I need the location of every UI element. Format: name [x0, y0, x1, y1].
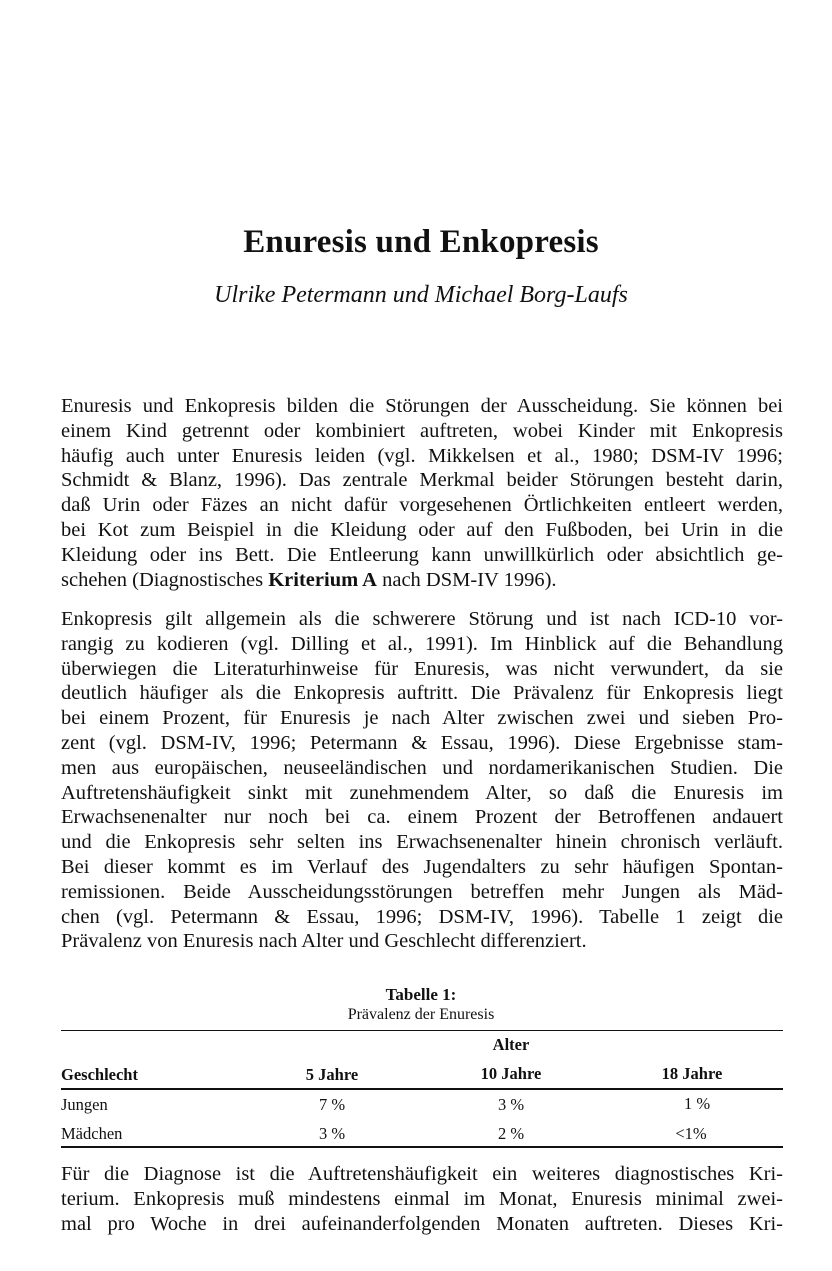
text-line: mal pro Woche in drei aufeinanderfolgenden Monaten auftreten. Dieses Kri-	[61, 1212, 783, 1235]
table-column-header: 10 Jahre	[480, 1064, 542, 1083]
table-bottom-rule	[61, 1146, 783, 1148]
table-cell: 2 %	[497, 1124, 525, 1143]
text-line: Prävalenz von Enuresis nach Alter und Geschlecht differenziert.	[61, 930, 587, 953]
text-line: Erwachsenenalter nur noch bei ca. einem Prozent der Betroffenen andauert	[61, 806, 783, 829]
text-line: daß Urin oder Fäzes an nicht dafür vorgesehenen Örtlichkeiten entleert werden,	[61, 494, 783, 517]
text-line: häufig auch unter Enuresis leiden (vgl. Mikkelsen et al., 1980; DSM-IV 1996;	[61, 444, 783, 467]
text-line: Für die Diagnose ist die Auftretenshäufigkeit ein weiteres diagnostisches Kri-	[61, 1163, 783, 1185]
table-column-header: 18 Jahre	[661, 1064, 723, 1083]
text-line: Auftretenshäufigkeit sinkt mit zunehmendem Alter, so daß die Enuresis im	[61, 781, 783, 804]
table-cell: Mädchen	[61, 1124, 123, 1143]
table-column-header: Geschlecht	[61, 1065, 138, 1084]
table-cell: 7 %	[318, 1095, 346, 1114]
text-line: einem Kind getrennt oder kombiniert auftreten, wobei Kinder mit Enkopresis	[61, 419, 783, 442]
paragraph-1	[61, 394, 783, 592]
text-line: Enuresis und Enkopresis bilden die Störungen der Ausscheidung. Sie können bei	[61, 395, 783, 417]
text-line: Schmidt & Blanz, 1996). Das zentrale Merkmal beider Störungen besteht darin,	[61, 469, 783, 492]
text-line: Bei dieser kommt es im Verlauf des Jugendalters zu sehr häufigen Spontan-	[61, 855, 783, 878]
table-caption	[0, 984, 832, 1025]
table-cell: <1%	[675, 1124, 707, 1143]
table-group-header: Alter	[492, 1035, 530, 1054]
document-title: Enuresis und Enkopresis	[243, 224, 599, 260]
bold-term: Kriterium A	[268, 568, 377, 591]
table-caption-subtitle: Prävalenz der Enuresis	[347, 1006, 495, 1023]
table-column-header: 5 Jahre	[305, 1065, 359, 1084]
paragraph-2	[61, 607, 783, 954]
document-authors: Ulrike Petermann und Michael Borg-Laufs	[214, 282, 628, 308]
text-line: deutlich häufiger als die Enkopresis auftritt. Die Prävalenz für Enkopresis liegt	[61, 682, 783, 705]
table-top-rule	[61, 1030, 783, 1031]
paragraph-3	[61, 1162, 783, 1236]
table-cell: 3 %	[318, 1124, 346, 1143]
text-line: bei einem Prozent, für Enuresis je nach Alter zwischen zwei und sieben Pro-	[61, 707, 783, 730]
text-line	[61, 568, 783, 593]
text-fragment: schehen (Diagnostisches	[61, 568, 269, 591]
table-cell: 1 %	[683, 1094, 711, 1113]
table-header-rule	[61, 1088, 783, 1090]
text-line: bei Kot zum Beispiel in die Kleidung oder auf den Fußboden, bei Urin in die	[61, 518, 783, 541]
text-line: Enkopresis gilt allgemein als die schwerere Störung und ist nach ICD-10 vor-	[61, 608, 783, 630]
text-line: chen (vgl. Petermann & Essau, 1996; DSM-IV, 1996). Tabelle 1 zeigt die	[61, 905, 783, 928]
table-cell: Jungen	[61, 1095, 108, 1114]
text-line: men aus europäischen, neuseeländischen und nordamerikanischen Studien. Die	[61, 756, 783, 779]
text-line: und die Enkopresis sehr selten ins Erwachsenenalter hinein chronisch verläuft.	[61, 831, 783, 854]
text-line: überwiegen die Literaturhinweise für Enuresis, was nicht verwundert, da sie	[61, 657, 783, 680]
text-line: terium. Enkopresis muß mindestens einmal im Monat, Enuresis minimal zwei-	[61, 1187, 783, 1210]
text-fragment: nach DSM-IV 1996).	[376, 568, 557, 591]
text-line: rangig zu kodieren (vgl. Dilling et al., 1991). Im Hinblick auf die Behandlung	[61, 632, 783, 655]
text-line: Kleidung oder ins Bett. Die Entleerung kann unwillkürlich oder absichtlich ge-	[61, 543, 783, 566]
text-line: zent (vgl. DSM-IV, 1996; Petermann & Essau, 1996). Diese Ergebnisse stam-	[61, 731, 783, 754]
table-caption-title: Tabelle 1:	[385, 985, 457, 1004]
table-cell: 3 %	[497, 1095, 525, 1114]
text-line: remissionen. Beide Ausscheidungsstörungen betreffen mehr Jungen als Mäd-	[61, 880, 783, 903]
